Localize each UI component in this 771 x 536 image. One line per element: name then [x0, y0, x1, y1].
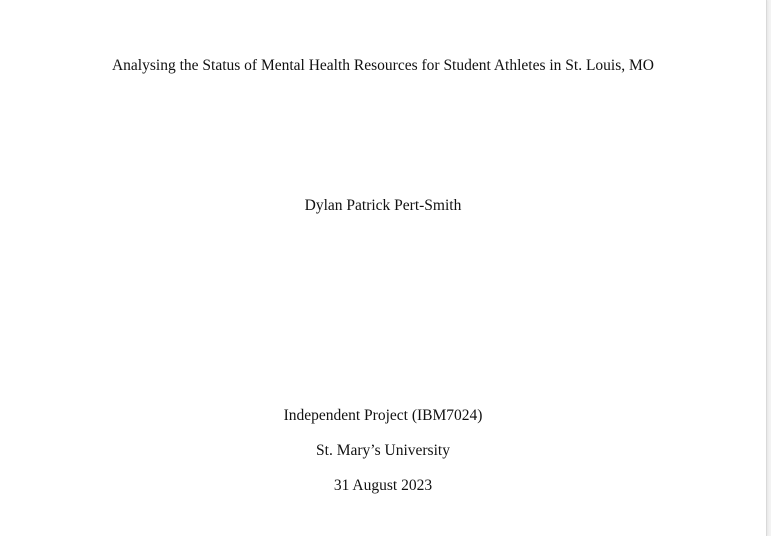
course-name: Independent Project (IBM7024): [283, 407, 483, 424]
paper-title: Analysing the Status of Mental Health Resources for Student Athletes in St. Louis, MO: [111, 57, 654, 74]
submission-date: 31 August 2023: [333, 477, 433, 494]
institution-name: St. Mary’s University: [316, 442, 450, 459]
author-name: Dylan Patrick Pert-Smith: [304, 197, 462, 214]
